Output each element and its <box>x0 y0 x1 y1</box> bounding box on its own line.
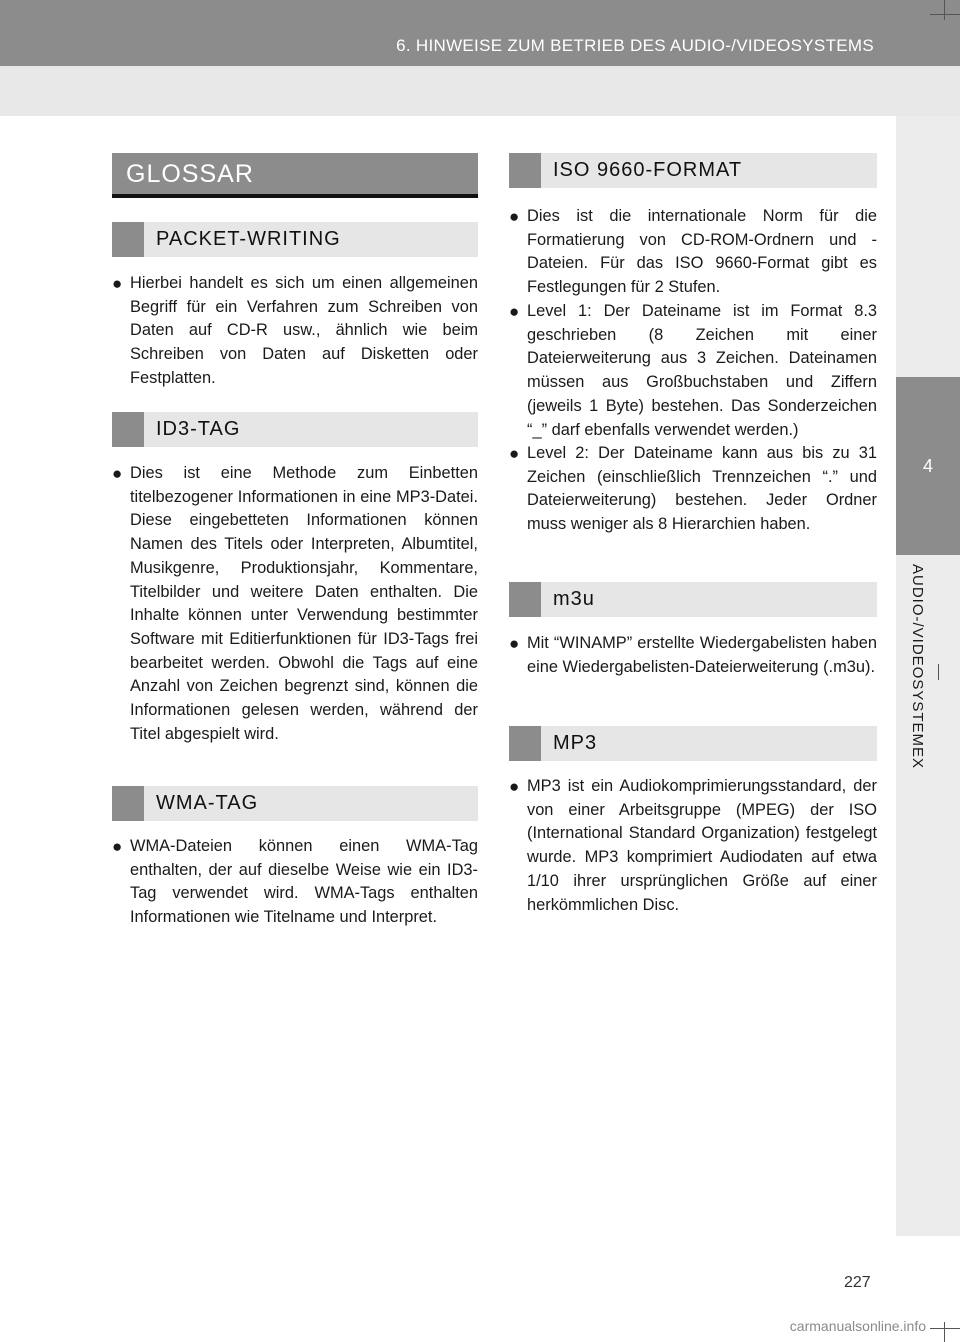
heading-tab <box>509 726 541 761</box>
bullet-icon: ● <box>509 444 520 463</box>
page-number: 227 <box>844 1274 871 1291</box>
bullet-icon: ● <box>509 634 520 653</box>
section-heading-label: m3u <box>553 588 595 610</box>
chapter-heading: 6. HINWEISE ZUM BETRIEB DES AUDIO-/VIDEOSYSTEMS <box>396 36 874 55</box>
list-item <box>509 775 877 917</box>
bullet-icon: ● <box>509 777 520 796</box>
list-item <box>509 205 877 300</box>
heading-tab <box>509 153 541 188</box>
chapter-sidebar <box>896 116 960 1236</box>
list-item <box>509 632 877 679</box>
list-item <box>112 835 478 930</box>
bullet-text: Level 2: Der Dateiname kann aus bis zu 31 Zeichen (einschließlich Trennzeichen “.” und Dateierweiterung) bestehen. Jeder Ordner muss weniger als 8 Hierarchien haben. <box>527 444 877 534</box>
crop-mark <box>930 1328 960 1329</box>
section-heading-id3-tag <box>112 412 478 447</box>
crop-mark <box>944 1322 945 1342</box>
bullet-icon: ● <box>112 837 123 856</box>
crop-mark <box>944 0 945 20</box>
heading-tab <box>112 412 144 447</box>
heading-tab <box>112 786 144 821</box>
bullet-icon: ● <box>509 207 520 226</box>
bullet-text: Mit “WINAMP” erstellte Wiedergabelisten haben eine Wiedergabelisten-Dateierweiterung (.m3u). <box>527 634 877 676</box>
section-heading-wma-tag <box>112 786 478 821</box>
bullet-text: WMA-Dateien können einen WMA-Tag enthalten, der auf dieselbe Weise wie ein ID3-Tag verwendet wird. WMA-Tags enthalten Informationen wie Titelname und Interpret. <box>130 837 478 927</box>
bullet-text: Dies ist eine Methode zum Einbetten titelbezogener Informationen in eine MP3-Datei. Diese eingebetteten Informationen können Namen des Titels oder Interpreten, Albumtitel, Musikgenre, Produktionsjahr, Kommentare, Titelbilder und weitere Daten enthalten. Die Inhalte können unter Verwendung bestimmter Software mit Editierfunktionen für ID3-Tags frei bearbeitet werden. Obwohl die Tags auf eine Anzahl von Zeichen begrenzt sind, können die Informationen gelesen werden, während der Titel abgespielt wird. <box>130 464 478 743</box>
bullet-icon: ● <box>112 274 123 293</box>
section-heading-label: MP3 <box>553 732 598 754</box>
bullet-icon: ● <box>509 302 520 321</box>
section-heading-label: WMA-TAG <box>156 792 259 814</box>
section-heading-iso-9660 <box>509 153 877 188</box>
heading-tab <box>509 582 541 617</box>
footer-watermark[interactable]: carmanualsonline.info <box>789 1318 926 1334</box>
section-heading-label: ID3-TAG <box>156 418 241 440</box>
list-item <box>509 442 877 537</box>
bullet-text: Level 1: Der Dateiname ist im Format 8.3 geschrieben (8 Zeichen mit einer Dateierweiterung aus 3 Zeichen. Dateinamen müssen aus Großbuchstaben und Ziffern (jeweils 1 Byte) bestehen. Das Sonderzeichen “_” darf ebenfalls verwendet werden.) <box>527 302 877 439</box>
section-heading-m3u <box>509 582 877 617</box>
heading-tab <box>112 222 144 257</box>
glossary-heading <box>112 153 478 198</box>
header-band <box>0 66 960 116</box>
header-bar <box>0 0 960 66</box>
crop-mark <box>930 14 960 15</box>
section-heading-mp3 <box>509 726 877 761</box>
bullet-text: Dies ist die internationale Norm für die Formatierung von CD-ROM-Ordnern und -Dateien. Für das ISO 9660-Format gibt es Festlegungen für 2 Stufen. <box>527 207 877 297</box>
crop-mark <box>938 664 939 680</box>
section-heading-packet-writing <box>112 222 478 257</box>
bullet-icon: ● <box>112 464 123 483</box>
bullet-text: Hierbei handelt es sich um einen allgemeinen Begriff für ein Verfahren zum Schreiben von Daten auf CD-R usw., ähnlich wie beim Schreiben von Daten auf Disketten oder Festplatten. <box>130 274 478 387</box>
list-item <box>112 462 478 746</box>
list-item <box>112 272 478 391</box>
bullet-text: MP3 ist ein Audiokomprimierungsstandard, der von einer Arbeitsgruppe (MPEG) der ISO (International Standard Organization) festgelegt wurde. MP3 komprimiert Audiodaten auf etwa 1/10 ihrer ursprünglichen Größe auf einer herkömmlichen Disc. <box>527 777 877 914</box>
chapter-title-vertical: AUDIO-/VIDEOSYSTEMEX <box>909 564 926 770</box>
glossary-title: GLOSSAR <box>126 160 254 188</box>
list-item <box>509 300 877 442</box>
section-heading-label: ISO 9660-FORMAT <box>553 159 743 181</box>
section-heading-label: PACKET-WRITING <box>156 228 341 250</box>
chapter-number-tab[interactable]: 4 <box>896 377 960 555</box>
